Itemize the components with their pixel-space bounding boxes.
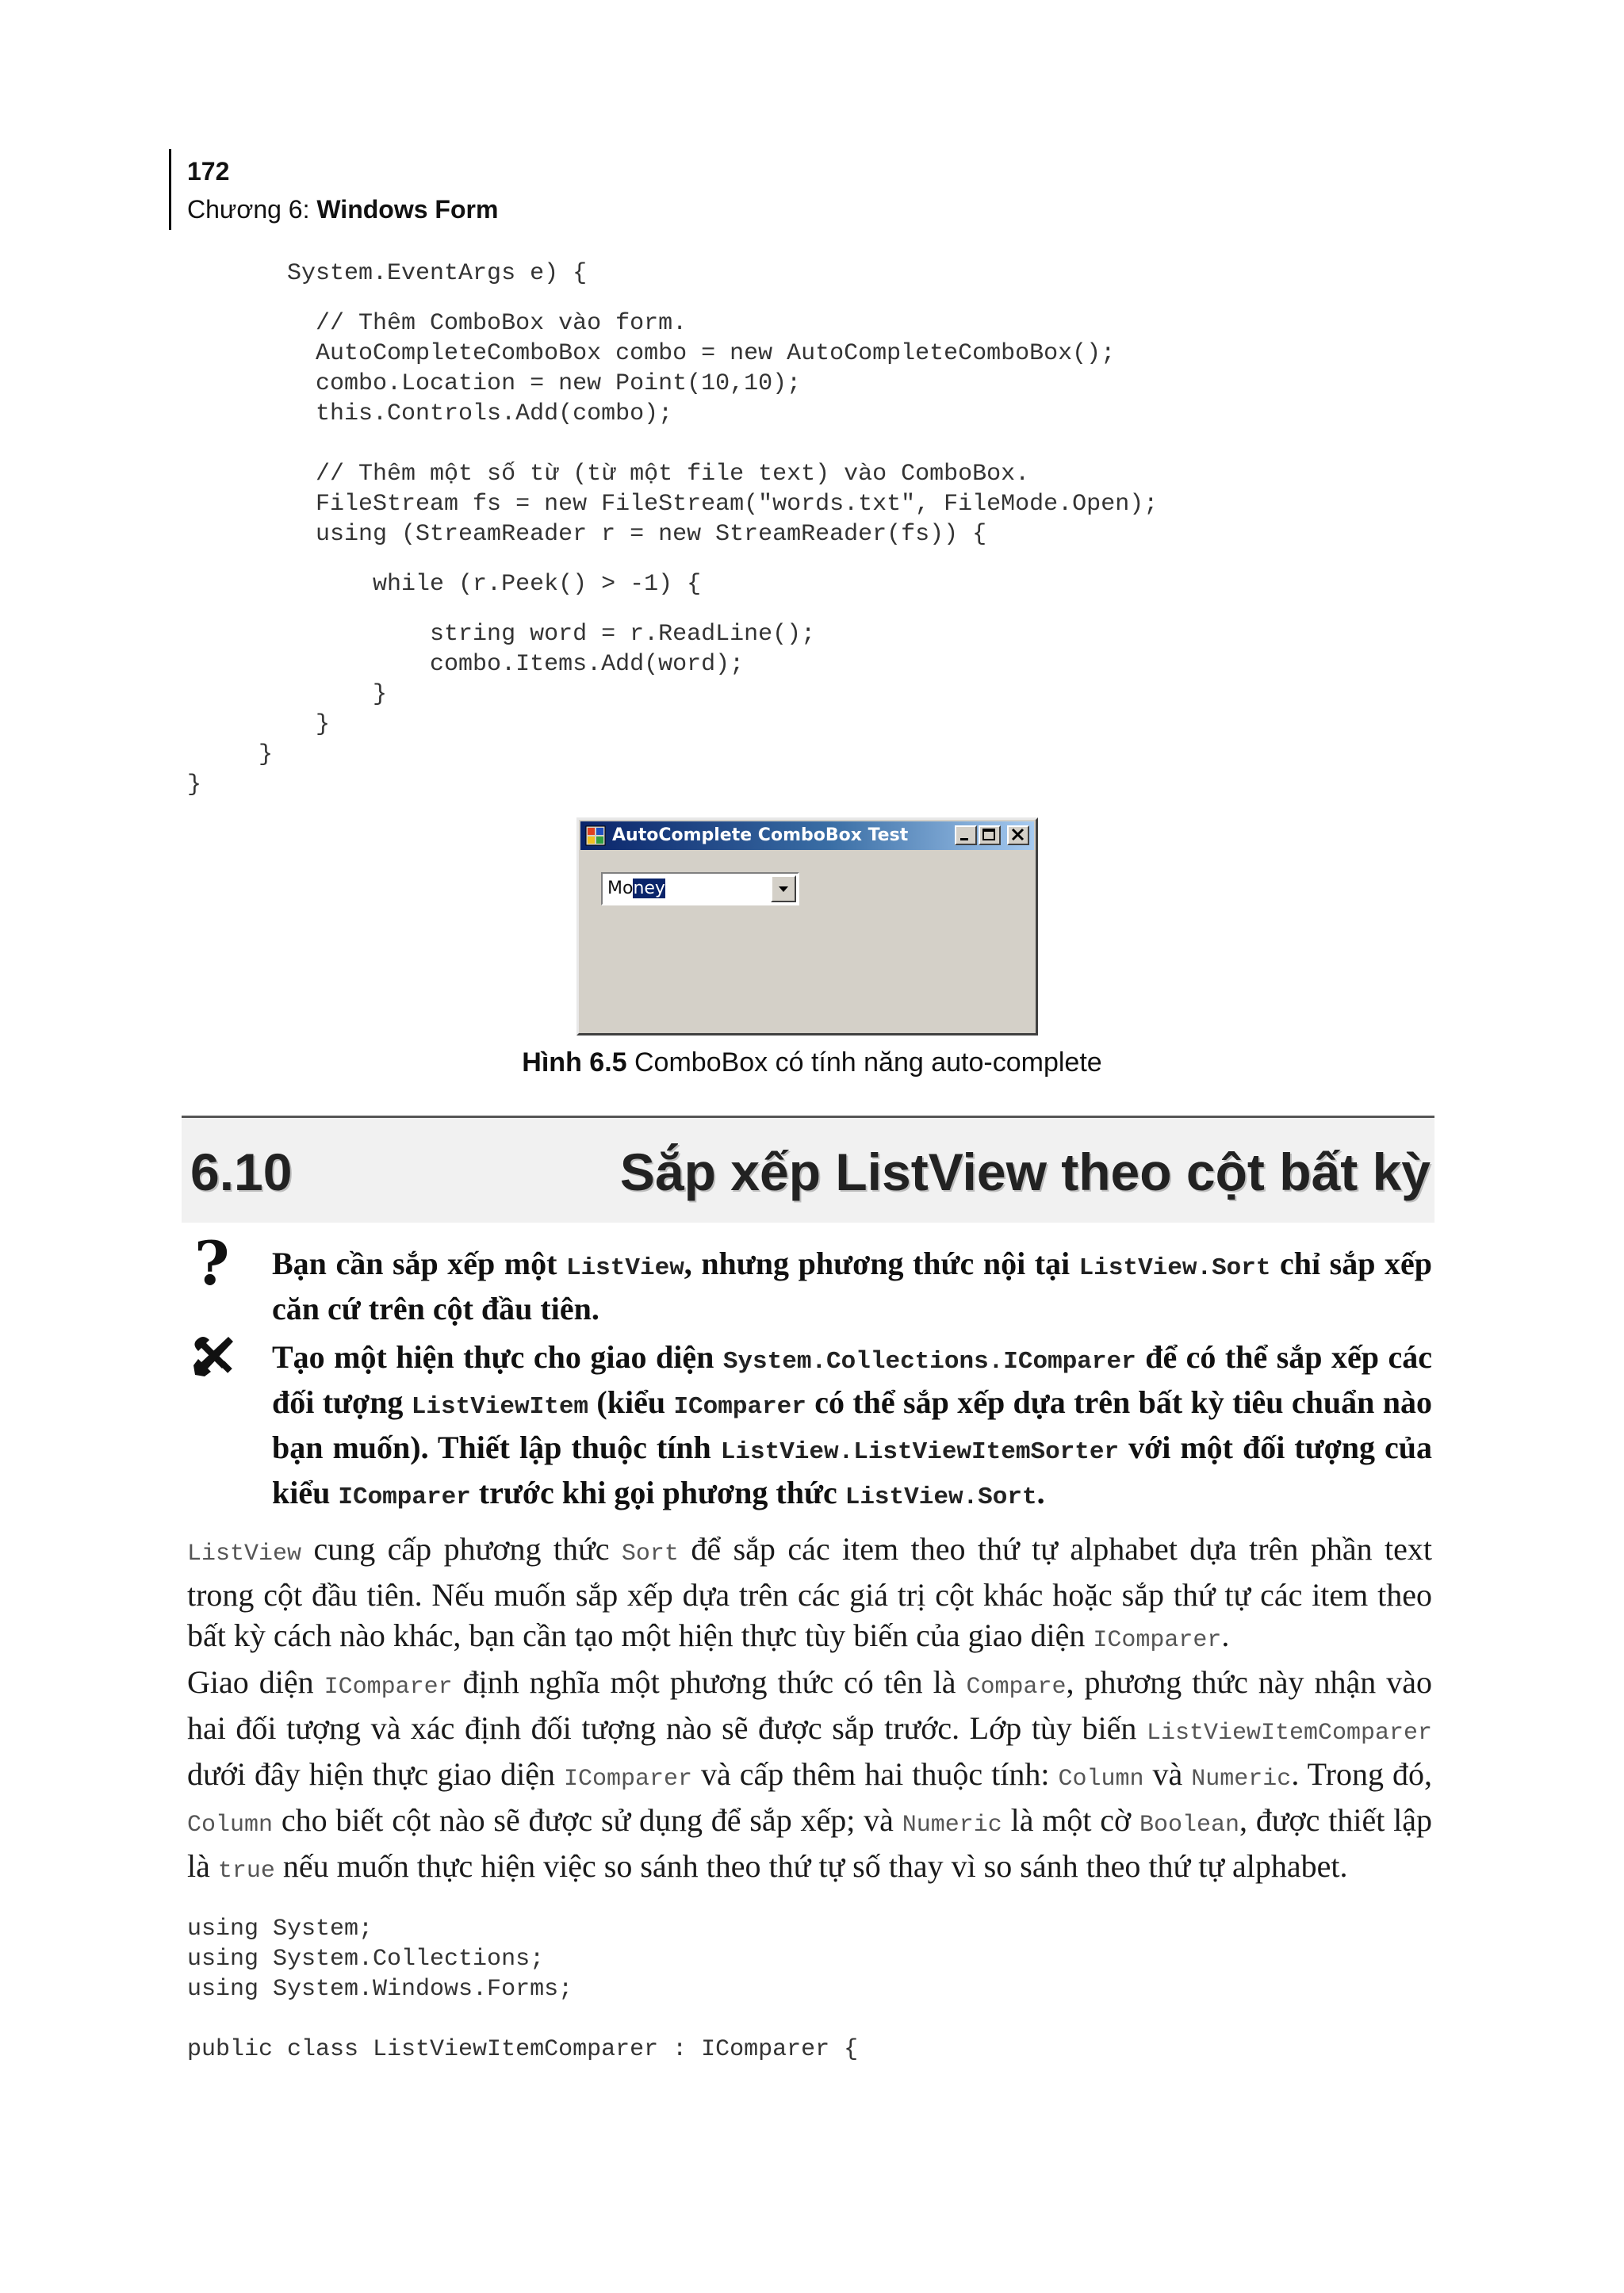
text-run: , nhưng phương thức nội tại bbox=[684, 1246, 1079, 1281]
code-term: Column bbox=[1058, 1766, 1144, 1793]
text-run: có thể sắp xếp dựa trên bất kỳ tiêu chuẩn nào bạn muốn). Thiết lập thuộc tính bbox=[272, 1384, 1433, 1465]
code-line: // Thêm ComboBox vào form. bbox=[187, 310, 688, 337]
code-line: combo.Location = new Point(10,10); bbox=[187, 370, 802, 397]
code-term: Numeric bbox=[1191, 1766, 1292, 1793]
text-run: cho biết cột nào sẽ được sử dụng để sắp xếp; và bbox=[273, 1802, 902, 1838]
body-paragraph-2 bbox=[187, 1662, 1432, 1892]
code-term: Numeric bbox=[902, 1812, 1002, 1839]
section-number: 6.10 bbox=[190, 1143, 293, 1201]
solution-statement bbox=[272, 1337, 1432, 1518]
code-term: Sort bbox=[621, 1541, 679, 1568]
code-term: IComparer bbox=[338, 1483, 471, 1511]
window-title: AutoComplete ComboBox Test bbox=[612, 825, 909, 845]
code-line bbox=[187, 599, 1158, 619]
autocomplete-combobox[interactable] bbox=[601, 872, 799, 905]
code-listing-bottom bbox=[187, 1914, 858, 2065]
text-run: là một cờ bbox=[1002, 1802, 1140, 1838]
code-line: string word = r.ReadLine(); bbox=[187, 621, 816, 648]
code-line: this.Controls.Add(combo); bbox=[187, 400, 673, 427]
text-run: Tạo một hiện thực cho giao diện bbox=[272, 1339, 723, 1375]
text-run: chỉ sắp xếp căn cứ trên cột đầu tiên. bbox=[272, 1246, 1432, 1326]
close-button[interactable] bbox=[1007, 825, 1029, 845]
code-term: ListViewItemComparer bbox=[1146, 1720, 1432, 1747]
combobox-text[interactable] bbox=[607, 879, 665, 899]
chapter-header bbox=[187, 193, 498, 225]
minimize-button[interactable] bbox=[955, 825, 977, 845]
code-line bbox=[187, 549, 1158, 569]
code-line: using System; bbox=[187, 1916, 373, 1943]
code-line: System.EventArgs e) { bbox=[187, 260, 588, 287]
code-term: true bbox=[217, 1858, 275, 1885]
code-term: Boolean bbox=[1139, 1812, 1240, 1839]
code-line: AutoCompleteComboBox combo = new AutoCompleteComboBox(); bbox=[187, 340, 1116, 367]
combobox-dropdown-button[interactable] bbox=[771, 875, 796, 902]
code-line: // Thêm một số từ (từ một file text) vào ComboBox. bbox=[187, 461, 1030, 488]
autocomplete-window bbox=[576, 817, 1038, 1035]
header-rule bbox=[169, 149, 171, 230]
text-run: định nghĩa một phương thức có tên là bbox=[452, 1664, 967, 1700]
code-term: ListView.Sort bbox=[1078, 1254, 1271, 1282]
section-title: Sắp xếp ListView theo cột bất kỳ bbox=[619, 1143, 1431, 1201]
code-line bbox=[187, 429, 1158, 459]
tools-icon bbox=[190, 1332, 238, 1380]
figure-caption-text: ComboBox có tính năng auto-complete bbox=[626, 1047, 1102, 1078]
close-icon bbox=[1009, 827, 1028, 844]
text-run: Giao diện bbox=[187, 1664, 324, 1700]
text-run: . bbox=[1221, 1617, 1230, 1653]
text-run: dưới đây hiện thực giao diện bbox=[187, 1756, 564, 1792]
combobox-autocompleted-text: ney bbox=[633, 879, 665, 898]
text-run: và bbox=[1143, 1756, 1192, 1792]
page-number: 172 bbox=[187, 157, 230, 186]
code-term: IComparer bbox=[563, 1766, 692, 1793]
figure-caption-label: Hình 6.5 bbox=[522, 1047, 627, 1078]
text-run: nếu muốn thực hiện việc so sánh theo thứ tự số thay vì so sánh theo thứ tự alphabet. bbox=[274, 1848, 1348, 1884]
code-term: IComparer bbox=[673, 1393, 806, 1421]
text-run: (kiểu bbox=[588, 1384, 674, 1420]
code-line: } bbox=[187, 771, 202, 798]
text-run: , được thiết lập là bbox=[187, 1802, 1433, 1884]
text-run: Bạn cần sắp xếp một bbox=[272, 1246, 566, 1281]
text-run: để có thể sắp xếp các đối tượng bbox=[272, 1339, 1432, 1420]
code-term: ListView.ListViewItemSorter bbox=[720, 1438, 1120, 1466]
question-mark-icon: ? bbox=[194, 1228, 230, 1299]
text-run: và cấp thêm hai thuộc tính: bbox=[692, 1756, 1059, 1792]
text-run: để sắp các item theo thứ tự alphabet dựa trên phần text trong cột đầu tiên. Nếu muốn sắp xếp dựa trên các giá trị cột khác hoặc sắp thứ tự các item theo bất kỳ cách nào khác, bạn cần tạo một hiện thực tùy biến của giao diện bbox=[187, 1531, 1432, 1653]
maximize-button[interactable] bbox=[979, 825, 1001, 845]
app-form-icon bbox=[585, 825, 606, 846]
text-run: , phương thức này nhận vào hai đối tượng và xác định đối tượng nào sẽ được sắp trước. Lớp tùy biến bbox=[187, 1664, 1433, 1746]
code-line: using System.Windows.Forms; bbox=[187, 1976, 573, 2003]
chapter-title: Windows Form bbox=[316, 195, 499, 224]
code-term: System.Collections.IComparer bbox=[722, 1348, 1136, 1376]
code-line bbox=[187, 2004, 858, 2035]
code-line: while (r.Peek() > -1) { bbox=[187, 571, 702, 598]
body-paragraph-1 bbox=[187, 1529, 1432, 1661]
code-term: ListViewItem bbox=[411, 1393, 589, 1421]
code-listing-top bbox=[187, 258, 1158, 800]
code-term: IComparer bbox=[1093, 1627, 1222, 1654]
dropdown-arrow-icon bbox=[772, 877, 795, 901]
code-term: ListView bbox=[565, 1254, 684, 1282]
window-titlebar[interactable] bbox=[580, 821, 1034, 850]
code-line: } bbox=[187, 741, 274, 768]
maximize-icon bbox=[980, 827, 999, 844]
minimize-icon bbox=[956, 827, 975, 844]
code-line: } bbox=[187, 711, 331, 738]
figure-caption bbox=[0, 1045, 1624, 1080]
code-term: ListView bbox=[187, 1541, 302, 1568]
code-term: Column bbox=[187, 1812, 274, 1839]
text-run: cung cấp phương thức bbox=[301, 1531, 622, 1567]
text-run: . bbox=[1036, 1475, 1045, 1510]
code-line: public class ListViewItemComparer : IComparer { bbox=[187, 2036, 859, 2063]
text-run: với một đối tượng của kiểu bbox=[272, 1430, 1433, 1510]
combobox-typed-text: Mo bbox=[607, 879, 634, 898]
code-term: Compare bbox=[966, 1674, 1067, 1701]
code-term: IComparer bbox=[324, 1674, 453, 1701]
code-line: using (StreamReader r = new StreamReader(fs)) { bbox=[187, 521, 987, 548]
code-line bbox=[187, 289, 1158, 308]
text-run: trước khi gọi phương thức bbox=[470, 1475, 845, 1510]
code-term: ListView.Sort bbox=[845, 1483, 1037, 1511]
text-run: . Trong đó, bbox=[1291, 1756, 1432, 1792]
code-line: using System.Collections; bbox=[187, 1946, 545, 1973]
code-line: combo.Items.Add(word); bbox=[187, 651, 745, 678]
code-line: FileStream fs = new FileStream("words.txt", FileMode.Open); bbox=[187, 491, 1159, 518]
code-line: } bbox=[187, 681, 388, 708]
problem-statement bbox=[272, 1243, 1432, 1329]
chapter-prefix: Chương 6: bbox=[187, 195, 317, 224]
